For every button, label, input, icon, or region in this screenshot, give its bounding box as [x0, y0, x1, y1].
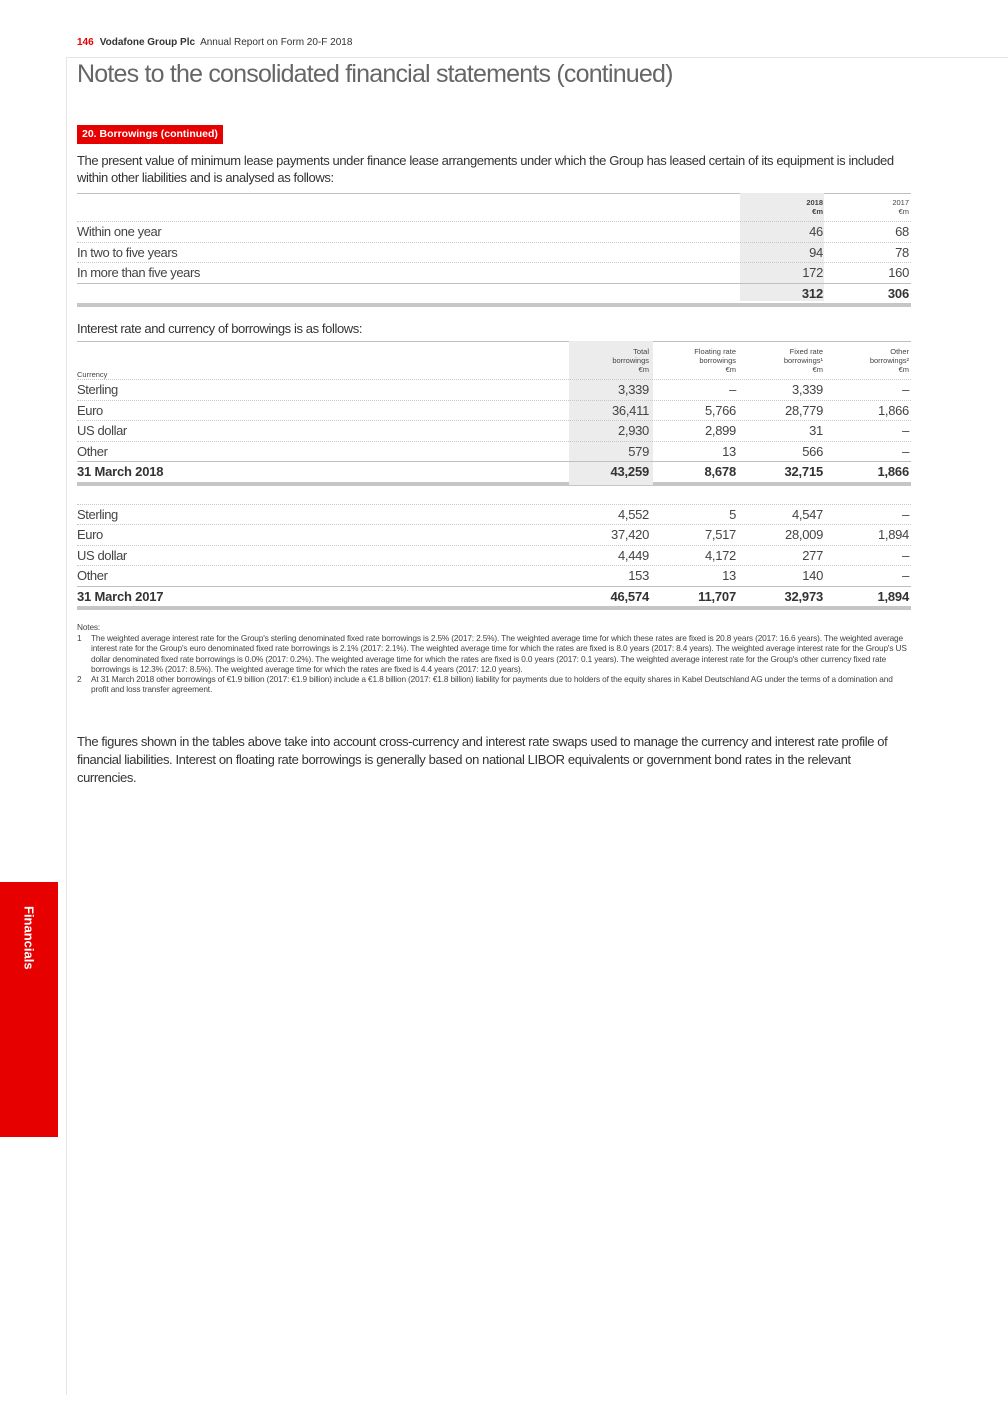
cell-value: 3,339 [791, 382, 823, 397]
cell-value: 13 [722, 568, 736, 583]
column-header [892, 198, 909, 216]
column-header [870, 347, 909, 374]
table-header [77, 194, 911, 221]
cell-value: 1,866 [877, 464, 909, 479]
row-label: Other [77, 568, 108, 583]
column-line1: Fixed rate [789, 347, 823, 356]
footnote-text: The weighted average interest rate for the Group's sterling denominated fixed rate borrowings is 2.5% (2017: 2.5%). The weighted average time for which these rates are fixed is 20.8 years (2017: 16.6 years). The weighted average interest rate for the Group's euro denominated fixed rate borrowings is 2.1% (2017: 2.1%). The weighted average time for which the rates are fixed is 8.0 years (2017: 8.4 years). The weighted average interest rate for the Group's US dollar denominated fixed rate borrowings is 0.0% (2017: 0.2%). The weighted average time for which the rates are fixed is 0.0 years (2017: 0.1 years). The weighted average interest rate for the Group's other currency fixed rate borrowings is 12.3% (2017: 8.5%). The weighted average time for which the rates are fixed is 4.4 years (2017: 12.0 years). [91, 633, 907, 674]
column-unit: €m [898, 365, 909, 374]
row-label: Sterling [77, 382, 118, 397]
footnote [77, 633, 907, 674]
cell-value: 78 [895, 244, 909, 260]
row-label: 31 March 2017 [77, 588, 164, 604]
column-line2: borrowings² [869, 356, 909, 365]
lease-table [77, 193, 911, 307]
table-bottom-rule [77, 303, 911, 307]
cell-value: 43,259 [610, 464, 649, 479]
row-label: In two to five years [77, 244, 178, 260]
column-year: 2018 [806, 198, 823, 207]
cell-value: – [902, 506, 909, 522]
page-top-rule [66, 57, 1008, 58]
cell-value: 32,715 [784, 464, 823, 479]
column-header [694, 347, 736, 374]
cell-value: 4,449 [617, 547, 649, 563]
cell-value: 28,009 [785, 527, 823, 542]
borrowings-table [77, 341, 911, 610]
cell-value: 2,899 [704, 423, 736, 438]
column-line1: Other [890, 347, 909, 356]
cell-value: – [902, 443, 909, 459]
cell-value: 8,678 [704, 464, 736, 479]
cell-value: 13 [722, 443, 736, 459]
column-line1: Total [633, 347, 649, 356]
column-header [806, 198, 823, 216]
closing-paragraph: The figures shown in the tables above take into account cross-currency and interest rate swaps used to manage the currency and interest rate profile of financial liabilities. Interest on floating rate borrowings is generally based on national LIBOR equivalents or government bond rates in the relevant currencies. [77, 734, 888, 785]
column-header [784, 347, 823, 374]
table-row [77, 221, 911, 242]
group-2018 [77, 379, 911, 486]
group-2017 [77, 504, 911, 611]
table-row [77, 441, 911, 462]
cell-value: 1,894 [877, 527, 909, 542]
footnote-number: 1 [77, 633, 82, 644]
table-row [77, 565, 911, 586]
table-row [77, 262, 911, 283]
row-label: Euro [77, 402, 103, 418]
footnote-number: 2 [77, 674, 82, 685]
table-row [77, 420, 911, 441]
total-row [77, 586, 911, 607]
cell-value: 566 [802, 443, 823, 459]
page-number: 146 [77, 37, 94, 48]
group-spacer [77, 486, 911, 504]
table-row [77, 545, 911, 566]
lease-rows [77, 221, 911, 303]
cell-value: 140 [802, 568, 823, 583]
column-unit: €m [812, 365, 823, 374]
column-line2: borrowings [612, 356, 649, 365]
cell-value: – [902, 423, 909, 438]
cell-value: 7,517 [704, 527, 736, 542]
cell-value: 46 [809, 224, 823, 239]
column-year: 2017 [892, 198, 909, 207]
section-badge: 20. Borrowings (continued) [77, 125, 223, 144]
cell-value: 4,552 [617, 506, 649, 522]
intro-paragraph: The present value of minimum lease payments under finance lease arrangements under which the Group has leased certain of its equipment is included within other liabilities and is analysed as follows: [77, 153, 894, 185]
row-label: Other [77, 443, 108, 459]
total-row [77, 461, 911, 482]
cell-value: 4,172 [704, 547, 736, 563]
cell-value: 11,707 [698, 588, 736, 604]
cell-value: 306 [887, 285, 909, 301]
footnote-text: At 31 March 2018 other borrowings of €1.9 billion (2017: €1.9 billion) include a €1.8 billion (2017: €1.8 billion) liability for payments due to holders of the equity shares in Kabel Deutschland AG under the terms of a domination and profit and loss transfer agreement. [91, 674, 893, 695]
cell-value: 3,339 [617, 382, 649, 397]
cell-value: 2,930 [617, 423, 649, 438]
table-row [77, 504, 911, 525]
section-side-tab[interactable] [0, 882, 58, 1137]
company-name: Vodafone Group Plc [99, 37, 196, 48]
cell-value: 1,894 [877, 588, 909, 604]
column-line1: Floating rate [694, 347, 736, 356]
column-line2: borrowings¹ [783, 356, 823, 365]
footnotes [77, 622, 907, 694]
page-title: Notes to the consolidated financial statements (continued) [77, 60, 673, 88]
row-label: In more than five years [77, 265, 201, 280]
page-left-rule [66, 57, 67, 1395]
cell-value: – [902, 382, 909, 397]
cell-value: – [902, 547, 909, 563]
running-header [77, 37, 352, 48]
cell-value: 37,420 [611, 527, 649, 542]
report-name: Annual Report on Form 20-F 2018 [200, 37, 353, 48]
row-label: Within one year [77, 224, 162, 239]
cell-value: – [902, 568, 909, 583]
cell-value: 94 [809, 244, 823, 260]
cell-value: 28,779 [785, 402, 823, 418]
row-label: US dollar [77, 423, 127, 438]
column-unit: €m [725, 365, 736, 374]
row-label: 31 March 2018 [77, 464, 164, 479]
interest-heading: Interest rate and currency of borrowings is as follows: [77, 321, 363, 336]
table-row [77, 400, 911, 421]
cell-value: 32,973 [784, 588, 823, 604]
cell-value: 277 [802, 547, 823, 563]
total-row [77, 283, 911, 304]
column-line2: borrowings [699, 356, 736, 365]
cell-value: 31 [809, 423, 823, 438]
cell-value: 172 [802, 265, 823, 280]
cell-value: 579 [628, 443, 649, 459]
cell-value: 36,411 [612, 402, 649, 418]
cell-value: 68 [895, 224, 909, 239]
row-label: US dollar [77, 547, 127, 563]
cell-value: 5,766 [704, 402, 736, 418]
cell-value: 4,547 [791, 506, 823, 522]
cell-value: 5 [729, 506, 736, 522]
table-row [77, 524, 911, 545]
cell-value: – [729, 382, 736, 397]
column-unit: €m [638, 365, 649, 374]
cell-value: 153 [628, 568, 649, 583]
footnote [77, 674, 907, 694]
table-row [77, 379, 911, 400]
row-label: Euro [77, 527, 103, 542]
side-tab-label: Financials [21, 906, 37, 970]
table-header [77, 342, 911, 379]
column-header [612, 347, 649, 374]
column-unit: €m [898, 207, 909, 216]
column-unit: €m [812, 207, 823, 216]
table-bottom-rule [77, 606, 911, 610]
cell-value: 312 [801, 285, 823, 301]
cell-value: 160 [888, 265, 909, 280]
row-label: Sterling [77, 506, 118, 522]
table-row [77, 242, 911, 263]
cell-value: 1,866 [877, 402, 909, 418]
currency-label: Currency [77, 370, 108, 379]
notes-heading: Notes: [77, 622, 101, 632]
cell-value: 46,574 [610, 588, 649, 604]
